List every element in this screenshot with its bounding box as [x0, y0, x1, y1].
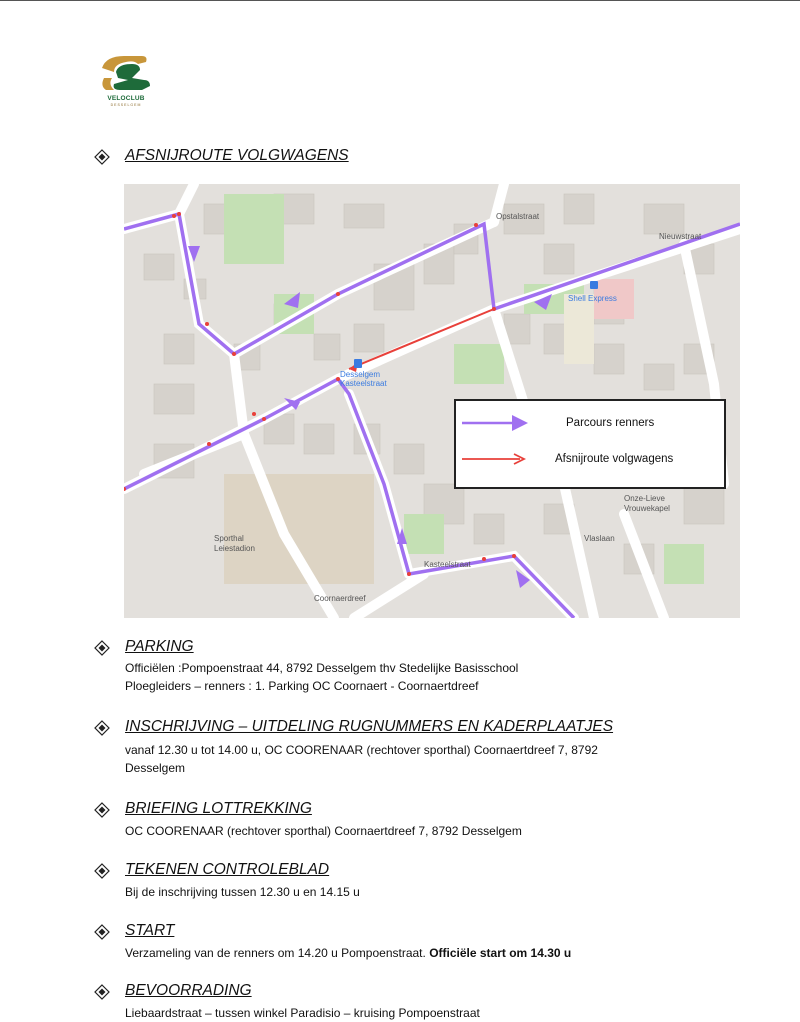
- section-start: [94, 922, 774, 966]
- section-title: BEVOORRADING: [125, 982, 252, 999]
- poi-label: Desselgem Kasteelstraat: [340, 370, 387, 388]
- section-title: PARKING: [125, 638, 194, 655]
- route-map: [124, 184, 740, 618]
- street-label: Opstalstraat: [496, 212, 540, 221]
- street-label: Kasteelstraat: [424, 560, 471, 569]
- start-plain-text: Verzameling van de renners om 14.20 u Pompoenstraat.: [125, 946, 430, 960]
- section-title: INSCHRIJVING – UITDELING RUGNUMMERS EN KADERPLAATJES: [125, 718, 614, 735]
- poi-label: Shell Express: [568, 294, 617, 303]
- body-line: Ploegleiders – renners : 1. Parking OC Coornaert - Coornaertdreef: [125, 679, 479, 693]
- poi-label: Sporthal Leiestadion: [214, 534, 255, 553]
- section-afsnijroute: [94, 147, 774, 169]
- section-title: TEKENEN CONTROLEBLAD: [125, 861, 330, 878]
- top-rule: [0, 0, 800, 1]
- cyclist-logo-icon: [96, 50, 156, 96]
- legend-label-renners: Parcours renners: [566, 417, 655, 429]
- section-title: BRIEFING LOTTREKKING: [125, 800, 312, 817]
- section-bevoorrading: [94, 982, 774, 1020]
- logo-name: VELOCLUB: [107, 95, 145, 102]
- street-label: Coornaerdreef: [314, 594, 366, 603]
- section-title: AFSNIJROUTE VOLGWAGENS: [125, 147, 349, 164]
- body-line: [125, 944, 571, 962]
- street-label: Vlaslaan: [584, 534, 615, 543]
- start-bold-text: Officiële start om 14.30 u: [429, 946, 572, 960]
- body-line: Bij de inschrijving tussen 12.30 u en 14.15 u: [125, 885, 360, 899]
- section-tekenen: [94, 861, 774, 905]
- diamond-bullet-icon: [94, 802, 110, 818]
- section-title: START: [125, 922, 175, 939]
- diamond-bullet-icon: [94, 924, 110, 940]
- map-legend: [454, 399, 726, 489]
- street-label: Nieuwstraat: [659, 232, 702, 241]
- section-briefing: [94, 800, 774, 844]
- poi-label: Onze-Lieve Vrouwekapel: [624, 494, 670, 513]
- section-parking: [94, 638, 774, 698]
- body-line: Liebaardstraat – tussen winkel Paradisio – kruising Pompoenstraat: [125, 1006, 480, 1020]
- veloclub-logo: [96, 50, 156, 110]
- diamond-bullet-icon: [94, 863, 110, 879]
- body-line: OC COORENAAR (rechtover sporthal) Coornaertdreef 7, 8792 Desselgem: [125, 824, 522, 838]
- purple-arrow-icon: [462, 413, 532, 433]
- diamond-bullet-icon: [94, 984, 110, 1000]
- diamond-bullet-icon: [94, 720, 110, 736]
- body-line: Officiëlen :Pompoenstraat 44, 8792 Desselgem thv Stedelijke Basisschool: [125, 661, 519, 675]
- body-line: vanaf 12.30 u tot 14.00 u, OC COORENAAR (rechtover sporthal) Coornaertdreef 7, 8792: [125, 743, 598, 757]
- legend-label-volgwagens: Afsnijroute volgwagens: [555, 453, 674, 465]
- body-line: Desselgem: [125, 761, 186, 775]
- section-inschrijving: [94, 718, 774, 780]
- diamond-bullet-icon: [94, 640, 110, 656]
- diamond-bullet-icon: [94, 149, 110, 165]
- red-arrow-icon: [462, 451, 532, 467]
- logo-subtitle: DESSELGEM: [110, 103, 142, 107]
